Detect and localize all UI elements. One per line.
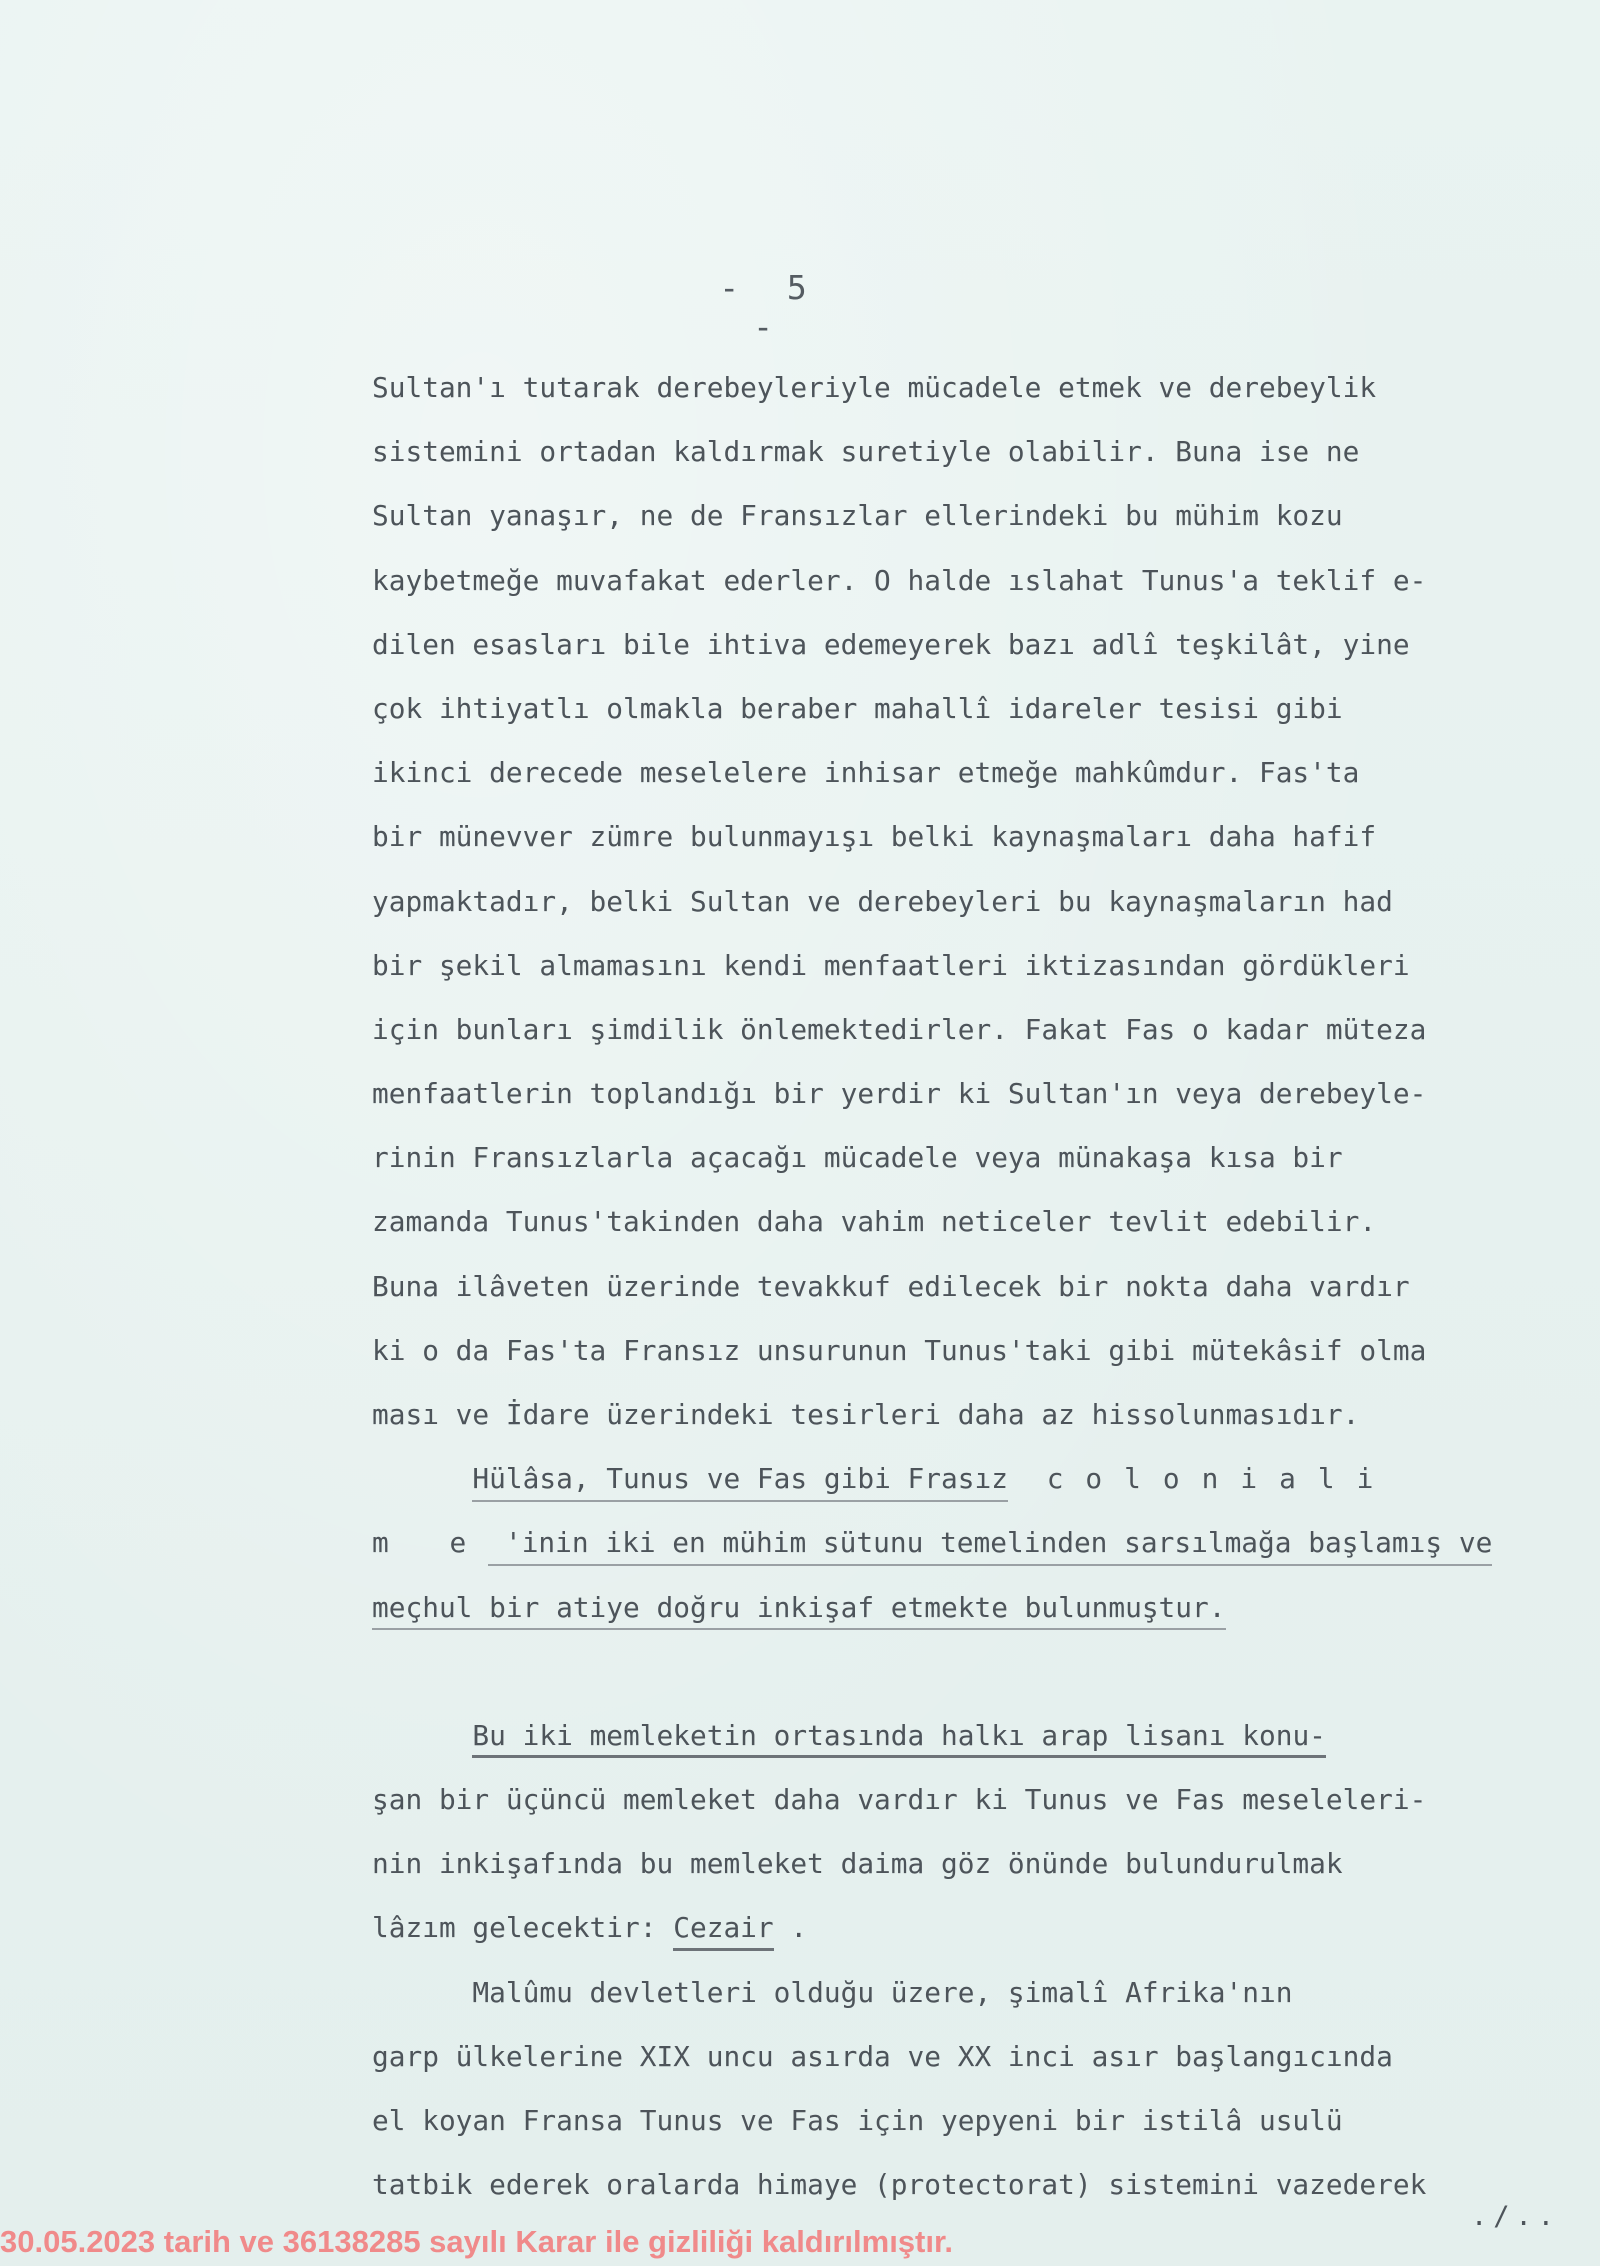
algeria-line-4 <box>372 1896 1600 1960</box>
text-line: Sultan'ı tutarak derebeyleriyle mücadele etmek ve derebeylik <box>372 371 1377 404</box>
underlined-phrase: 'inin iki en mühim sütunu temelinden sarsılmağa başlamış ve <box>488 1528 1492 1566</box>
text-line: tatbik ederek oralarda himaye (protectorat) sistemini vazederek <box>372 2168 1427 2202</box>
algeria-line-2: şan bir üçüncü memleket daha vardır ki Tunus ve Fas meseleleri- <box>372 1782 1427 1816</box>
text-line: ması ve İdare üzerindeki tesirleri daha az hissolunmasıdır. <box>372 1398 1360 1431</box>
summary-line-1 <box>372 1447 1600 1511</box>
text-line: sistemini ortadan kaldırmak suretiyle olabilir. Buna ise ne <box>372 435 1360 469</box>
text-line: ikinci derecede meselelere inhisar etmeğe mahkûmdur. Fas'ta <box>372 756 1360 790</box>
text-line: rinin Fransızlarla açacağı mücadele veya münakaşa kısa bir <box>372 1141 1343 1175</box>
document-body <box>372 356 1600 2217</box>
spaced-word-continued: m e <box>372 1526 489 1560</box>
text-line: zamanda Tunus'takinden daha vahim neticeler tevlit edebilir. <box>372 1205 1377 1239</box>
summary-line-2 <box>372 1511 1600 1575</box>
algeria-line-3: nin inkişafında bu memleket daima göz önünde bulundurulmak <box>372 1847 1343 1881</box>
declassification-note: 30.05.2023 tarih ve 36138285 sayılı Karar ile gizliliği kaldırılmıştır. <box>0 2224 953 2259</box>
underlined-word-cezair: Cezair <box>673 1913 773 1951</box>
text-line: kaybetmeğe muvafakat ederler. O halde ıslahat Tunus'a teklif e- <box>372 563 1427 597</box>
algeria-line-1 <box>372 1704 1600 1768</box>
text-line: yapmaktadır, belki Sultan ve derebeyleri bu kaynaşmaların had <box>372 884 1393 918</box>
text-line: ki o da Fas'ta Fransız unsurunun Tunus'taki gibi mütekâsif olma <box>372 1333 1427 1367</box>
text-line: çok ihtiyatlı olmakla beraber mahallî idareler tesisi gibi <box>372 691 1343 725</box>
indent <box>372 1719 472 1752</box>
text-line: garp ülkelerine XIX uncu asırda ve XX inci asır başlangıcında <box>372 2039 1393 2073</box>
summary-line-3 <box>372 1576 1600 1640</box>
text-line: Buna ilâveten üzerinde tevakkuf edilecek bir nokta daha vardır <box>372 1269 1410 1303</box>
text-line: dilen esasları bile ihtiva edemeyerek bazı adlî teşkilât, yine <box>372 627 1410 661</box>
text-line: Sultan yanaşır, ne de Fransızlar ellerindeki bu mühim kozu <box>372 499 1343 533</box>
spaced-word: coloniali <box>1007 1462 1396 1496</box>
text-line: için bunları şimdilik önlemektedirler. Fakat Fas o kadar müteza <box>372 1012 1427 1046</box>
indent <box>372 1462 472 1495</box>
paragraph-gap <box>372 1640 1600 1704</box>
text-line: bir münevver zümre bulunmayışı belki kaynaşmaları daha hafif <box>372 820 1377 854</box>
underlined-phrase: Bu iki memleketin ortasında halkı arap lisanı konu- <box>472 1721 1326 1759</box>
underlined-phrase: Hülâsa, Tunus ve Fas gibi Frasız <box>472 1464 1008 1502</box>
continuation-mark: ./.. <box>1470 2201 1560 2232</box>
page-number: - 5 - <box>719 268 821 346</box>
text-run: . <box>773 1911 808 1945</box>
underlined-phrase: meçhul bir atiye doğru inkişaf etmekte bulunmuştur. <box>372 1593 1226 1631</box>
text-line: Malûmu devletleri olduğu üzere, şimalî Afrika'nın <box>372 1975 1293 2009</box>
text-line: bir şekil almamasını kendi menfaatleri iktizasından gördükleri <box>372 948 1410 982</box>
text-run: lâzım gelecektir: <box>372 1911 674 1945</box>
text-line: el koyan Fransa Tunus ve Fas için yepyeni bir istilâ usulü <box>372 2103 1343 2137</box>
text-line: menfaatlerin toplandığı bir yerdir ki Sultan'ın veya derebeyle- <box>372 1077 1427 1111</box>
